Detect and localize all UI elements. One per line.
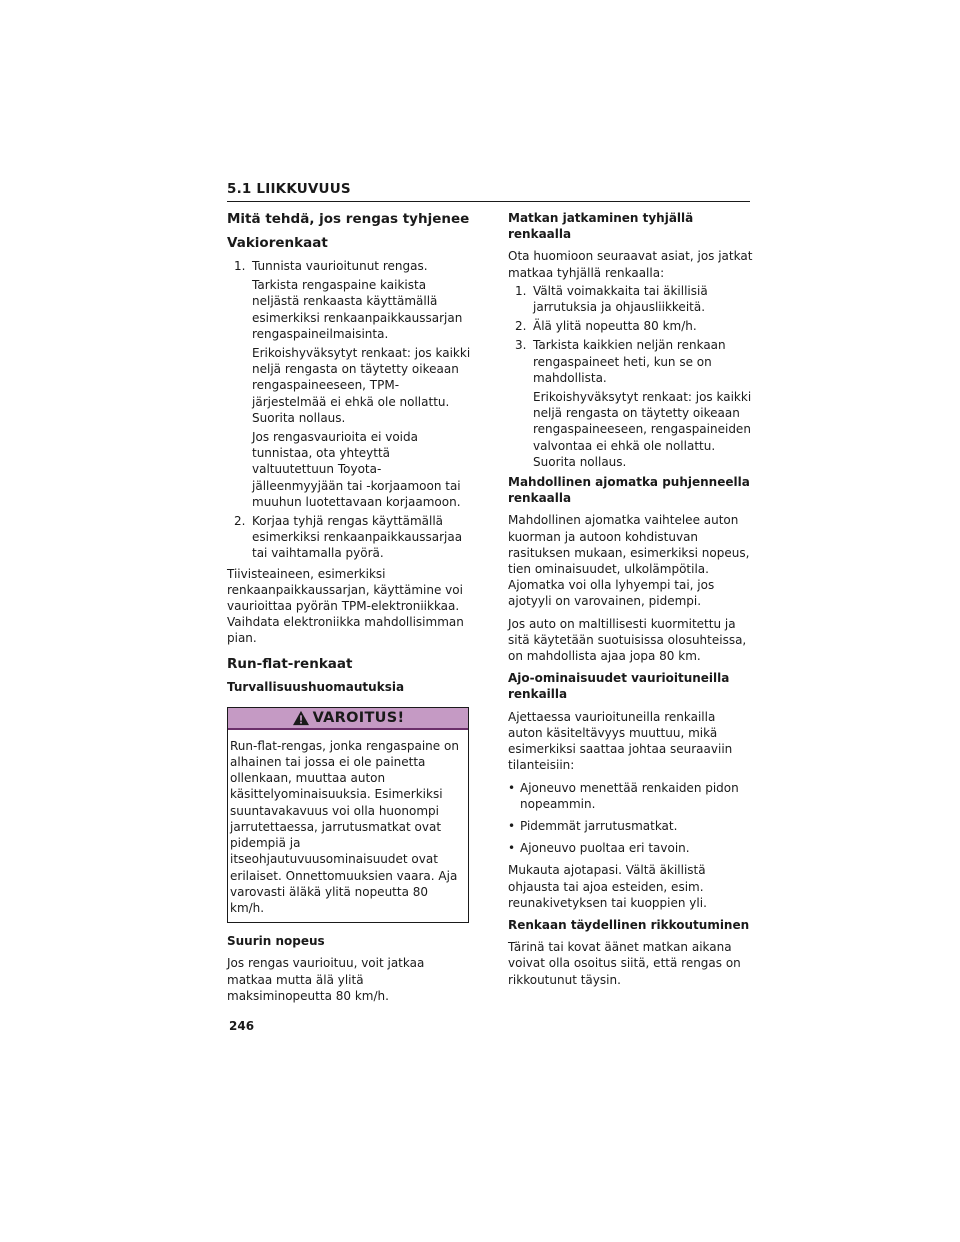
list-item	[227, 258, 472, 510]
warning-title: VAROITUS!	[312, 709, 405, 726]
heading-tire-failure: Renkaan täydellinen rikkoutuminen	[508, 917, 750, 932]
step-text: Korjaa tyhjä rengas käyttämällä esimerkiksi renkaanpaikkaussarjaa tai vaihtamalla pyörä.	[252, 514, 463, 561]
range-text: Mahdollinen ajomatka vaihtelee auton kuorman ja autoon kohdistuvan rasituksen mukaan, esimerkiksi nopeus, tien ominaisuudet, ulkolämpötila. Ajomatka voi olla lyhyempi tai, jos ajotyyli on varovainen, pidempi.	[508, 513, 750, 609]
list-item: • Ajoneuvo menettää renkaiden pidon nopeammin.	[508, 780, 739, 811]
section-header	[227, 178, 750, 202]
step-number: 1.	[515, 283, 527, 298]
heading-max-speed: Suurin nopeus	[227, 934, 325, 949]
left-column	[227, 210, 472, 1010]
step-subtext: Erikoishyväksytyt renkaat: jos kaikki neljä rengasta on täytetty oikeaan rengaspaineeseen, TPM-järjestelmää ei ehkä ole nollattu. Suorita nollaus.	[252, 346, 471, 425]
warning-box	[227, 707, 469, 923]
page-number: 246	[229, 1019, 255, 1033]
max-speed-text: Jos rengas vaurioituu, voit jatkaa matkaa mutta älä ylitä maksiminopeutta 80 km/h.	[227, 956, 425, 1003]
step-subtext: Jos rengasvaurioita ei voida tunnistaa, ota yhteyttä valtuutettuun Toyota-jälleenmyyjään tai -korjaamoon tai muuhun luotettavaan korjaamoon.	[252, 430, 461, 509]
step-text: Älä ylitä nopeutta 80 km/h.	[533, 319, 697, 334]
list-item: • Ajoneuvo puoltaa eri tavoin.	[508, 841, 690, 856]
bullet-text: Pidemmät jarrutusmatkat.	[520, 818, 678, 833]
handling-bullets	[508, 780, 753, 857]
heading-flat-tire: Mitä tehdä, jos rengas tyhjenee	[227, 211, 470, 227]
list-item	[227, 513, 472, 562]
bullet-text: Ajoneuvo puoltaa eri tavoin.	[520, 841, 690, 856]
standard-tire-steps	[227, 258, 472, 562]
warning-triangle-icon	[292, 710, 310, 726]
bullet-text: Ajoneuvo menettää renkaiden pidon nopeammin.	[520, 780, 739, 811]
step-subtext: Erikoishyväksytyt renkaat: jos kaikki neljä rengasta on täytetty oikeaan rengaspaineeseen, rengaspaineiden valvontaa ei ehkä ole nollattu. Suorita nollaus.	[533, 390, 752, 469]
heading-standard-tires: Vakiorenkaat	[227, 235, 328, 251]
handling-intro: Ajettaessa vaurioituneilla renkailla auton käsiteltävyys muuttuu, mikä esimerkiksi saattaa johtaa seuraaviin tilanteisiin:	[508, 709, 733, 773]
continue-steps	[508, 283, 753, 470]
step-number: 2.	[515, 319, 527, 334]
tire-failure-text: Tärinä tai kovat äänet matkan aikana voivat olla osoitus siitä, että rengas on rikkoutunut täysin.	[508, 940, 741, 987]
heading-range: Mahdollinen ajomatka puhjenneella renkaalla	[508, 475, 750, 506]
handling-outro: Mukauta ajotapasi. Vältä äkillistä ohjausta tai ajoa esteiden, esim. reunakivetyksen tai kuoppien yli.	[508, 863, 707, 910]
heading-continue-driving: Matkan jatkaminen tyhjällä renkaalla	[508, 211, 694, 242]
list-item: • Pidemmät jarrutusmatkat.	[508, 818, 678, 833]
warning-header	[228, 708, 468, 730]
right-column	[508, 210, 753, 994]
heading-handling: Ajo-ominaisuudet vaurioituneilla renkailla	[508, 671, 730, 702]
step-text: Tunnista vaurioitunut rengas.	[252, 259, 428, 273]
sealant-paragraph: Tiivisteaineen, esimerkiksi renkaanpaikkaussarjan, käyttämine voi vaurioittaa pyörän TPM-elektroniikkaa. Vaihdata elektroniikka mahdollisimman pian.	[227, 566, 464, 646]
step-subtext: Tarkista rengaspaine kaikista neljästä renkaasta käyttämällä esimerkiksi renkaanpaikkaussarjan rengaspaineilmaisinta.	[252, 278, 463, 341]
step-number: 3.	[515, 338, 527, 353]
step-number: 1.	[234, 259, 246, 273]
step-text: Vältä voimakkaita tai äkillisiä jarrutuksia ja ohjausliikkeitä.	[533, 283, 708, 315]
list-item	[508, 283, 753, 315]
section-title: 5.1 LIIKKUVUUS	[227, 181, 351, 197]
warning-body	[228, 730, 468, 922]
warning-text: Run-flat-rengas, jonka rengaspaine on alhainen tai jossa ei ole painetta ollenkaan, muuttaa auton käsittelyominaisuuksia. Esimerkiksi suuntavakavuus voi olla huonompi jarrutettaessa, jarrutusmatkat ovat pidempiä ja itseohjautuvuusominaisuudet ovat erilaiset. Onnettomuuksien vaara. Aja varovasti äläkä ylitä nopeutta 80 km/h.	[230, 738, 459, 915]
list-item	[508, 337, 753, 470]
step-text: Tarkista kaikkien neljän renkaan rengaspaineet heti, kun se on mahdollista.	[533, 338, 726, 385]
range-text: Jos auto on maltillisesti kuormitettu ja sitä käytetään suotuisissa olosuhteissa, on mahdollista ajaa jopa 80 km.	[508, 616, 747, 664]
heading-safety-notes: Turvallisuushuomautuksia	[227, 679, 405, 694]
step-number: 2.	[234, 514, 246, 529]
list-item	[508, 318, 753, 334]
heading-runflat: Run-flat-renkaat	[227, 655, 353, 672]
continue-intro: Ota huomioon seuraavat asiat, jos jatkat matkaa tyhjällä renkaalla:	[508, 249, 753, 280]
